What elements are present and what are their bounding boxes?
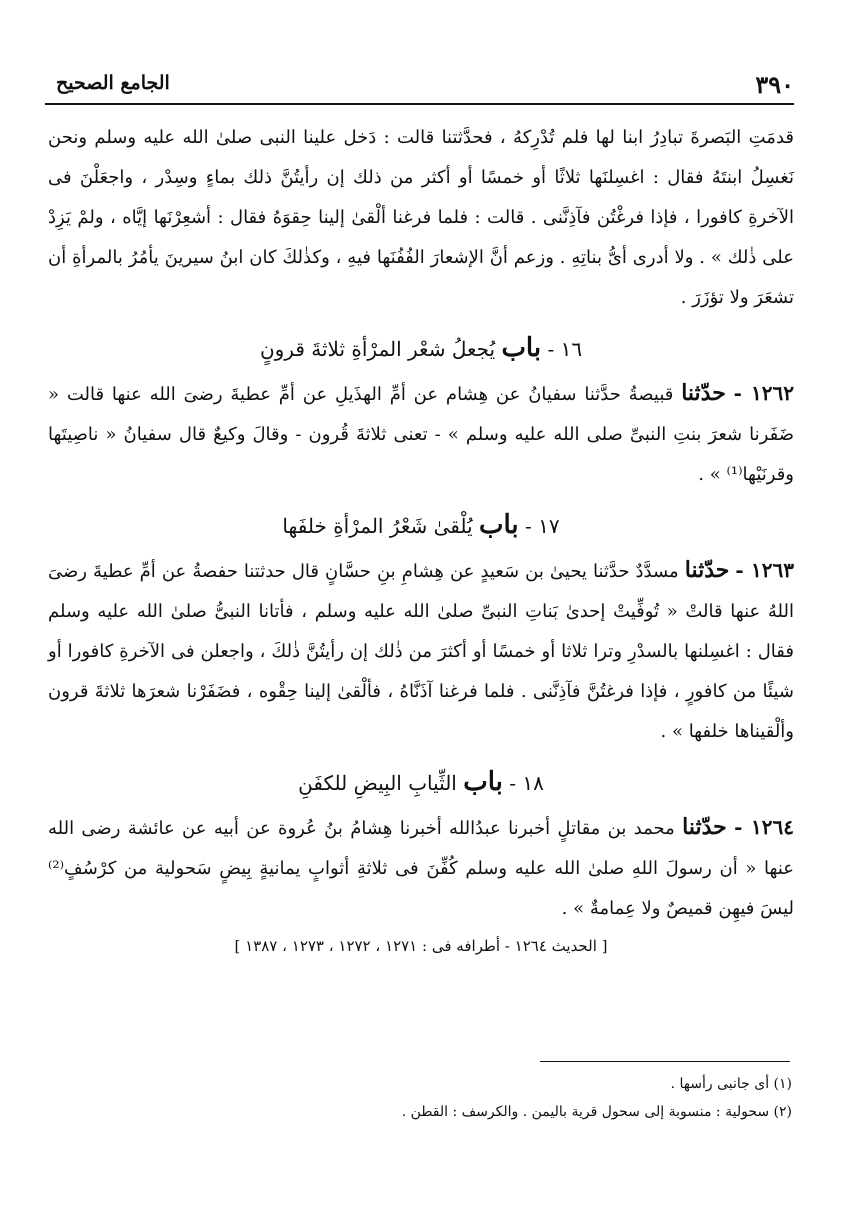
chapter-title: الثِّيابِ البِيضِ للكفَنِ — [298, 771, 457, 795]
hadith-number: ١٢٦٢ - — [733, 381, 795, 405]
intro-paragraph: قدمَتِ البَصرةَ تبادِرُ ابنا لها فلم تُدْرِكهُ ، فحدَّثتنا قالت : دَخل علينا النبى صلىٰ الله عليه وسلم ونحن نَغسِلُ ابنتَهُ فقال : اغسِلنَها ثلاثًا أو خمسًا أو أكثر من ذلك إن رأيتُنَّ ذلك بماءٍ وسِدْر ، واجعَلْنَ فى الآخرةِ كافورا ، فإذا فرغْتُن فآذِنَّنى . قالت : فلما فرغنا ألْقىٰ إلينا حِقوَهُ فقال : أشعِرْنَها إيَّاه ، ولمْ يَزِدْ على ذٰلك » . ولا أدرى أىُّ بناتِهِ . وزعم أنَّ الإشعارَ الفُفُنَها فيهِ ، وكذٰلكَ كان ابنُ سيرينَ يأمُرُ بالمرأةِ أن تشعَرَ ولا تؤزَرَ . — [48, 127, 794, 308]
page-header — [48, 68, 794, 102]
footnotes — [300, 1070, 792, 1126]
hadith-1262 — [48, 373, 794, 495]
running-title: الجامع الصحيح — [56, 72, 170, 94]
chapter-heading-18 — [48, 762, 794, 803]
hadith-number: ١٢٦٤ - — [734, 815, 794, 839]
page-number: ٣٩٠ — [755, 70, 794, 99]
cross-reference: [ الحديث ١٢٦٤ - أطرافه فى : ١٢٧١ ، ١٢٧٢ ، ١٢٧٣ ، ١٣٨٧ ] — [234, 937, 608, 955]
chapter-number: ١٦ - — [547, 337, 583, 361]
chapter-bab: باب — [463, 767, 503, 797]
haddathana-mark: حدّثنا — [682, 814, 727, 840]
footnote-2: (٢) سحولية : منسوبة إلى سحول قرية باليمن . والكرسف : القطن . — [401, 1104, 792, 1120]
chapter-bab: باب — [501, 333, 542, 363]
footnote-1: (١) أى جانبى رأسها . — [670, 1076, 792, 1092]
hadith-1264 — [48, 807, 794, 929]
chapter-number: ١٧ - — [524, 514, 560, 538]
haddathana-mark: حدّثنا — [681, 380, 726, 406]
hadith-number: ١٢٦٣ - — [735, 558, 794, 582]
chapter-bab: باب — [478, 510, 519, 540]
chapter-title: يُجعلُ شعْر المرْأةِ ثلاثةَ قرونٍ — [259, 337, 496, 361]
hadith-text: مسدَّدٌ حدَّثنا يحيىٰ بن سَعيدٍ عن هِشامِ بنِ حسَّانٍ قال حدثتنا حفصةُ عن أمِّ عطيةَ رضىَ اللهُ عنها قالتْ « تُوفِّيتْ إحدىٰ بَناتِ النبىِّ صلىٰ الله عليه وسلم ، فأتانا النبىُّ صلىٰ الله عليه وسلم فقال : اغسِلنها بالسدْرِ وترا ثلاثا أو خمسًا أو أكثرَ من ذٰلك إن رأيتُنَّ ذٰلكَ ، واجعلن فى الآخرةِ كافورا أو شيئًا من كافورٍ ، فإذا فرغتُنَّ فآذِنَّنى . فلما فرغنا آذَنَّاهُ ، فألْقىٰ إلينا حِقْوه ، فضَفَرْنا شعرَها ثلاثةَ قرون وألْقيناها خلفها » . — [48, 561, 794, 742]
chapter-heading-16 — [48, 328, 794, 369]
chapter-number: ١٨ - — [509, 771, 544, 795]
hadith-1263 — [48, 550, 794, 752]
haddathana-mark: حدّثنا — [684, 557, 730, 583]
header-rule — [45, 103, 794, 105]
chapter-heading-17 — [48, 505, 794, 546]
hadith-text: قبيصةُ حدَّثنا سفيانُ عن هِشام عن أمِّ الهذَيلِ عن أمِّ عطيةَ رضىَ الله عنها قالت « ضَفَرنا شعرَ بنتِ النبىِّ صلى الله عليه وسلم » - تعنى ثلاثةَ قُرون - وقالَ وكيعٌ قال سفيانُ « ناصِيتَها وقرنَيْها⁽¹⁾ » . — [48, 384, 794, 485]
page-body — [48, 118, 794, 961]
hadith-text: محمد بن مقاتلٍ أخبرنا عبدُالله أخبرنا هِشامُ بنُ عُروة عن أبيه عن عائشة رضى الله عنها « أن رسولَ اللهِ صلىٰ الله عليه وسلم كُفِّنَ فى ثلاثةِ أثوابٍ يمانيةٍ بِيضٍ سَحولية من كرْسُفٍ⁽²⁾ ليسَ فيهِن قميصٌ ولا عِمامةٌ » . — [48, 818, 794, 919]
chapter-title: يُلْقىٰ شَعْرُ المرْأةِ خلفَها — [282, 514, 473, 538]
footnote-rule — [540, 1061, 790, 1062]
